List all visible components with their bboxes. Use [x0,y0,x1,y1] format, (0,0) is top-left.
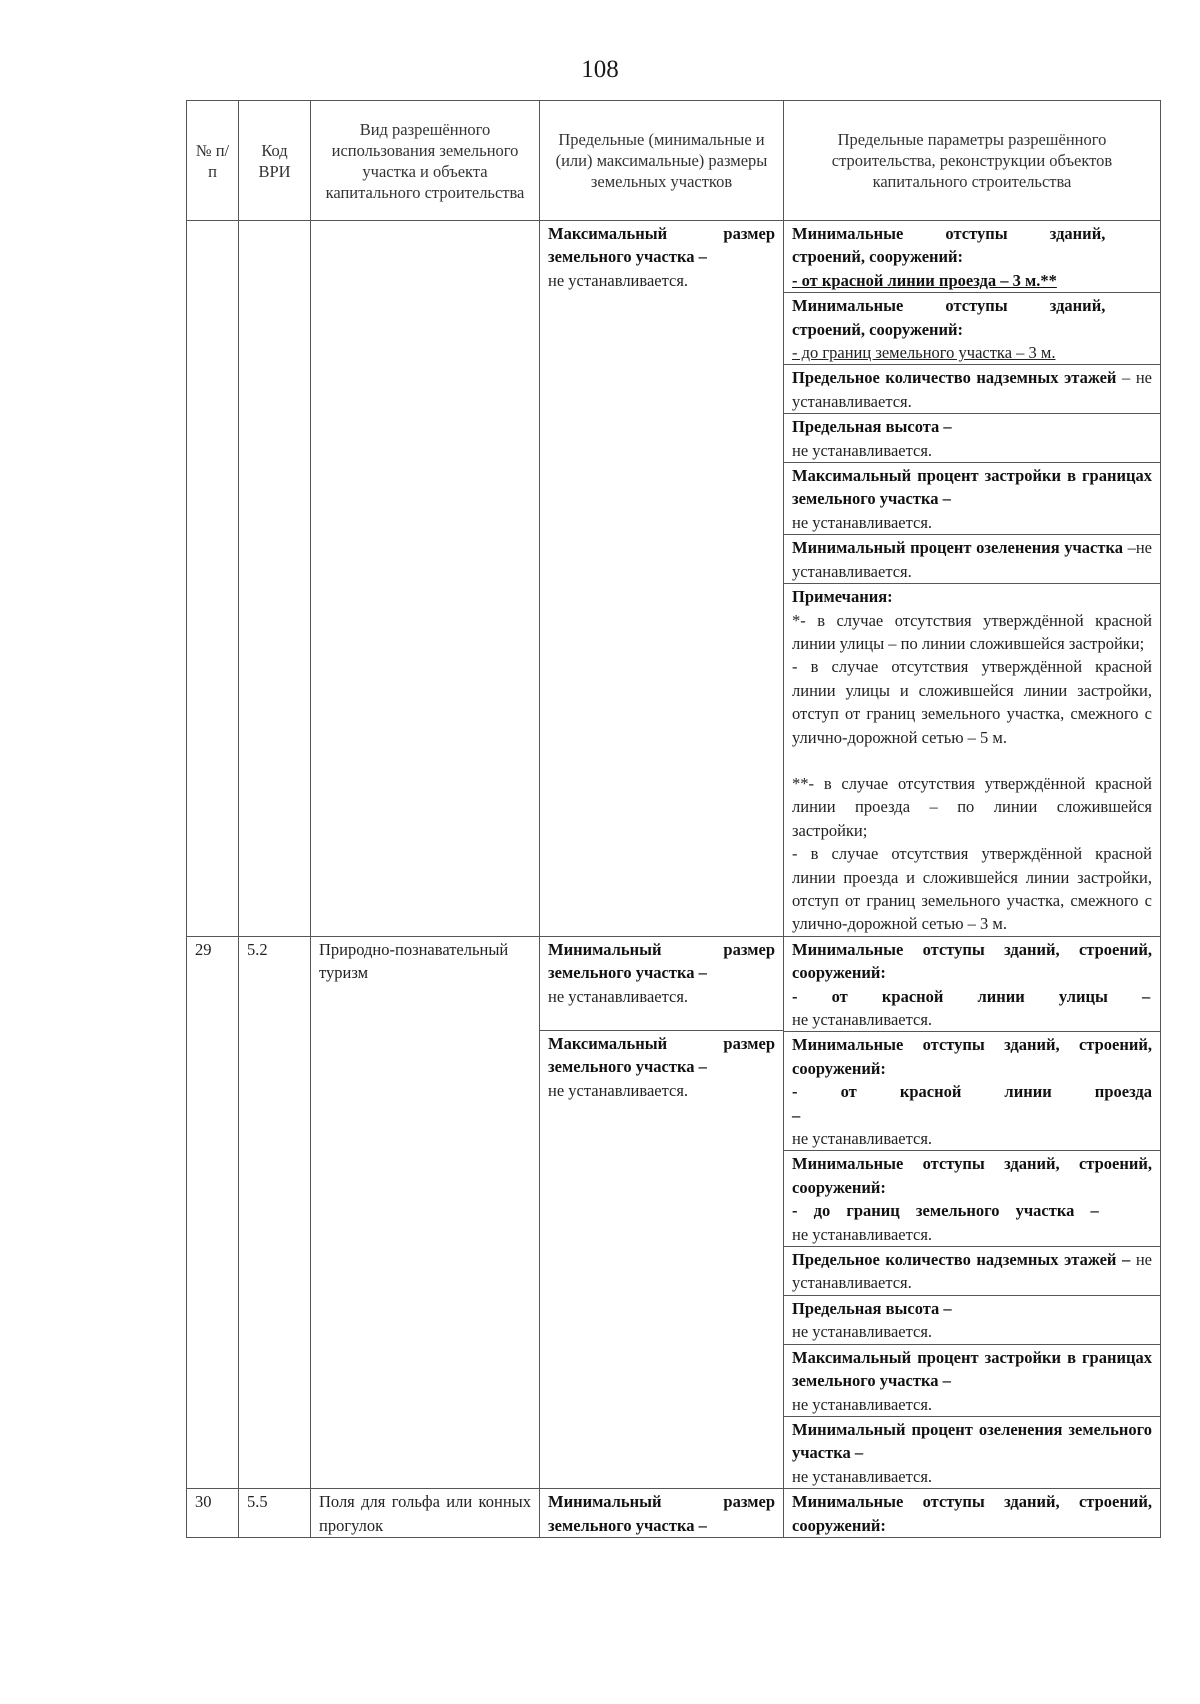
list-item [784,1032,1160,1151]
header-plot-size: Предельные (минимальные и (или) максимальные) размеры земельных участков [540,101,784,221]
list-item [784,365,1160,414]
list-item [784,463,1160,535]
parameters-list [784,221,1160,936]
param-title: Минимальные отступы зданий, строений, сооружений: [792,939,1152,983]
list-item [784,1151,1160,1247]
note: - в случае отсутствия утверждённой красной линии проезда и сложившейся линии застройки, отступ от границ земельного участка, смежного с улично-дорожной сетью – 3 м. [792,844,1152,934]
param-value: - до границ земельного участка – [792,1201,1099,1221]
param-title-2: строений, сооружений: [792,319,964,339]
param-value-2: не устанавливается. [792,1010,933,1029]
size-min-title: Минимальный размер земельного участка – [548,939,775,983]
param-value: - от красной линии проезда – [792,1082,1152,1125]
list-item [784,1416,1160,1488]
cell-plot-size [540,936,784,1488]
size-max-title: Максимальный размер земельного участка – [548,1033,775,1077]
list-item [784,414,1160,463]
cell-code: 5.2 [239,936,311,1488]
cell-use-type [311,221,540,937]
param-title: Максимальный процент застройки в границах земельного участка – [792,1347,1152,1391]
param-value: - от красной линии проезда – 3 м.** [792,270,1057,290]
param-title: Минимальный процент озеленения участка [792,538,1123,558]
cell-parameters [784,1489,1161,1538]
zoning-table [186,100,1161,1538]
param-value-2: не устанавливается. [792,1224,933,1244]
cell-code [239,221,311,937]
cell-parameters [784,221,1161,937]
list-item [784,221,1160,293]
param-value: не устанавливается. [792,440,933,460]
size-min-title: Минимальный размер земельного участка – [548,1492,775,1535]
list-item [540,937,783,1031]
param-value: не устанавливается. [792,1394,933,1414]
param-value: не устанавливается. [792,1466,933,1486]
table-row-30 [187,1489,1161,1538]
param-title: Минимальные отступы зданий, [792,296,1106,316]
param-title: Минимальные отступы зданий, строений, сооружений: [792,1492,1152,1535]
param-value-2: не устанавливается. [792,1129,933,1149]
list-item [784,1295,1160,1344]
param-value: не устанавливается. [792,512,933,532]
param-title: Предельное количество надземных этажей [792,368,1117,388]
size-max-title: Максимальный размер земельного участка – [548,224,775,267]
param-value: –не устанавливается. [792,538,1152,581]
param-value: не устанавливается. [792,1322,933,1342]
header-parameters: Предельные параметры разрешённого строительства, реконструкции объектов капитального строительства [784,101,1161,221]
param-value: - от красной линии улицы – [792,986,1151,1006]
page-number: 108 [581,56,619,83]
list-item [784,1247,1160,1296]
table-header-row [187,101,1161,221]
cell-code: 5.5 [239,1489,311,1538]
size-min-value: не устанавливается. [548,986,689,1006]
param-value: - до границ земельного участка – 3 м. [792,343,1056,363]
list-item [784,584,1160,936]
cell-plot-size [540,1489,784,1538]
param-title: Минимальные отступы зданий, строений, сооружений: [792,1154,1152,1197]
param-title: Минимальные отступы зданий, [792,224,1106,243]
cell-use-type: Поля для гольфа или конных прогулок [311,1489,540,1538]
list-item [540,1030,783,1102]
header-code: Код ВРИ [239,101,311,221]
list-item [784,293,1160,365]
parameters-list [784,937,1160,1488]
param-title: Предельная высота – [792,417,952,437]
size-max-value: не устанавливается. [548,1080,689,1100]
cell-number: 29 [187,936,239,1488]
cell-use-type: Природно-познавательный туризм [311,936,540,1488]
table-row-29 [187,936,1161,1488]
notes-title: Примечания: [792,587,893,607]
table-row-continuation [187,221,1161,937]
list-item [784,937,1160,1032]
param-title: Минимальный процент озеленения земельного участка – [792,1419,1152,1463]
size-max-value: не устанавливается. [548,270,689,290]
param-value: не устанавливается. [792,1250,1152,1293]
cell-number [187,221,239,937]
note: **- в случае отсутствия утверждённой красной линии проезда – по линии сложившейся застройки; [792,773,1152,840]
param-title: Минимальные отступы зданий, строений, сооружений: [792,1035,1152,1078]
list-item [784,535,1160,584]
param-value: – не устанавливается. [792,368,1152,411]
header-use-type: Вид разрешённого использования земельного участка и объекта капитального строительства [311,101,540,221]
param-title: Предельная высота – [792,1298,952,1318]
note: *- в случае отсутствия утверждённой красной линии улицы – по линии сложившейся застройки; [792,610,1152,653]
cell-plot-size [540,221,784,937]
param-title: Максимальный процент застройки в границах земельного участка – [792,466,1152,509]
list-item [784,1344,1160,1416]
header-number: № п/п [187,101,239,221]
param-title-2: строений, сооружений: [792,247,964,267]
cell-number: 30 [187,1489,239,1538]
cell-parameters [784,936,1161,1488]
param-title: Предельное количество надземных этажей – [792,1250,1131,1270]
note: - в случае отсутствия утверждённой красной линии улицы и сложившейся линии застройки, отступ от границ земельного участка, смежного с улично-дорожной сетью – 5 м. [792,657,1152,747]
